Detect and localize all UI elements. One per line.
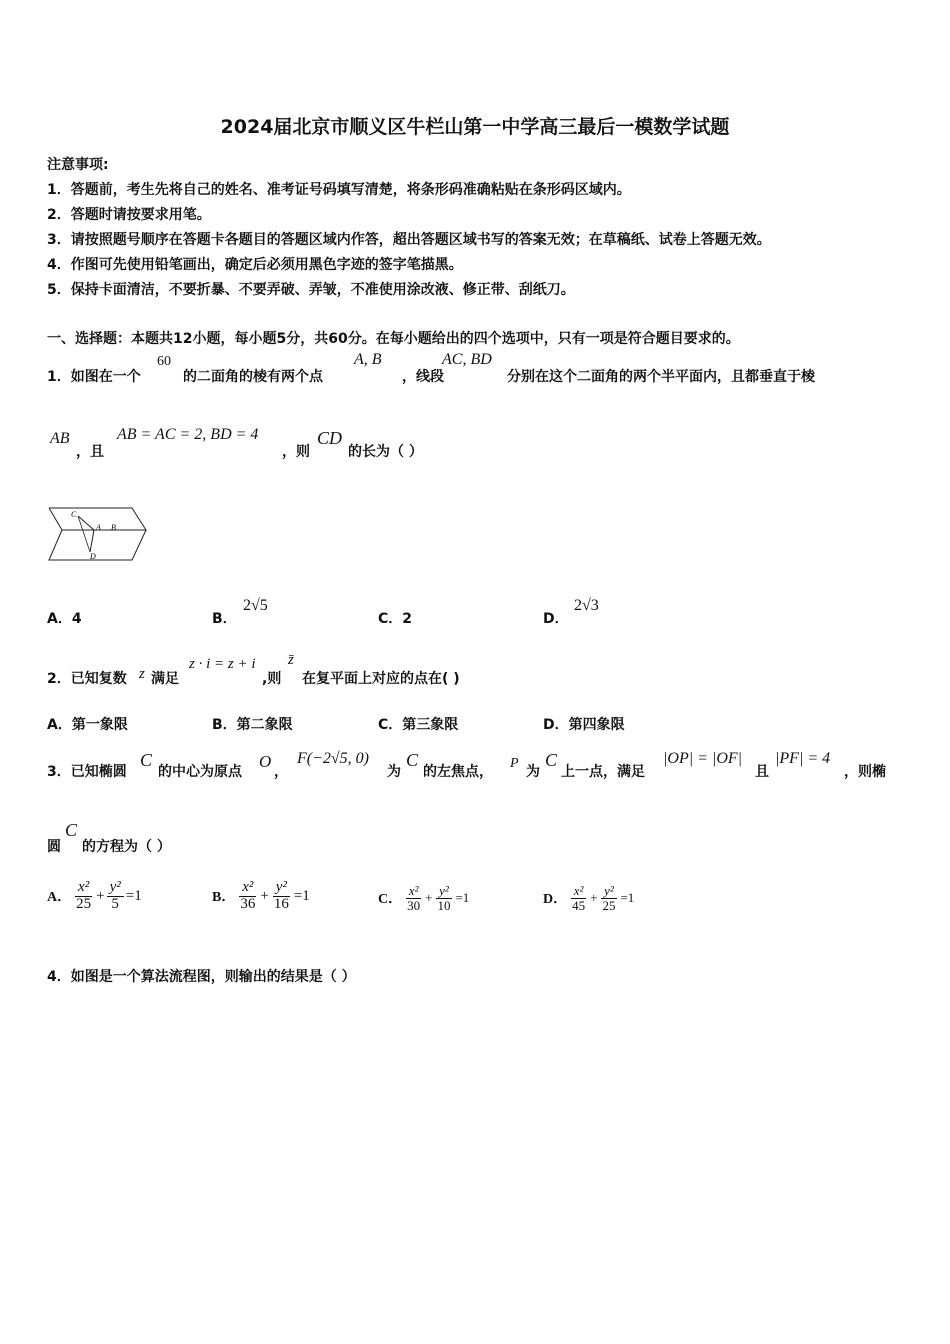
q3-option-d-b2: 25 [602, 897, 616, 913]
q3-text-1: 3．已知椭圆 [47, 764, 127, 780]
x-squared: x² [239, 880, 256, 897]
q2-text-3: ,则 [262, 671, 282, 687]
q3-option-b-a2: 36 [240, 895, 256, 912]
q1-math-acbd: AC, BD [442, 351, 492, 368]
q1-option-b[interactable] [212, 608, 237, 628]
q1-option-b-value: 2√5 [243, 597, 268, 614]
q2-option-d[interactable]: D．第四象限 [543, 717, 625, 733]
q3-option-d[interactable] [543, 884, 634, 912]
y-squared: y² [436, 884, 452, 899]
q3-option-a[interactable] [47, 880, 142, 913]
q2-option-b[interactable]: B．第二象限 [212, 717, 293, 733]
equals-one: =1 [455, 890, 470, 906]
q1-math-lengths: AB = AC = 2, BD = 4 [117, 426, 259, 443]
q3-text-10: 圆 [47, 839, 61, 855]
notice-item-3: 3．请按照题号顺序在答题卡各题目的答题区域内作答，超出答题区域书写的答案无效；在草稿纸、试卷上答题无效。 [47, 232, 771, 248]
q3-option-b-label: B． [212, 890, 236, 906]
q3-option-b-frac-x [237, 880, 258, 913]
plus-sign: + [590, 890, 598, 906]
q4-text: 4．如图是一个算法流程图，则输出的结果是（ ） [47, 969, 356, 985]
q2-math-equation: z · i = z + i [189, 656, 256, 672]
q1-option-d-label: D． [543, 611, 569, 627]
plus-sign: + [96, 887, 105, 904]
page-title: 2024届北京市顺义区牛栏山第一中学高三最后一模数学试题 [220, 116, 730, 138]
q2-option-c[interactable]: C．第三象限 [378, 717, 459, 733]
q3-option-d-frac-y [599, 884, 618, 912]
q3-math-p: P [510, 756, 519, 771]
q3-text-8: 且 [755, 764, 769, 780]
q3-option-a-label: A． [47, 890, 72, 906]
q1-text-1: 1．如图在一个 [47, 369, 141, 385]
q3-option-b-b2: 16 [273, 895, 289, 912]
q1-text-2: 的二面角的棱有两个点 [183, 369, 323, 385]
q2-option-a[interactable]: A．第一象限 [47, 717, 128, 733]
x-squared: x² [406, 884, 422, 899]
q3-math-c4: C [65, 820, 78, 840]
q3-math-f: F(−2√5, 0) [297, 750, 370, 767]
q3-text-3: ， [274, 764, 288, 780]
notice-item-1: 1．答题前，考生先将自己的姓名、准考证号码填写清楚，将条形码准确粘贴在条形码区域内。 [47, 182, 631, 198]
q1-option-c-value: 2 [402, 611, 413, 627]
q3-option-d-a2: 45 [572, 897, 586, 913]
q3-option-c-b2: 10 [437, 897, 451, 913]
equals-one: =1 [125, 887, 142, 904]
plus-sign: + [425, 890, 433, 906]
q3-text-6: 为 [526, 764, 540, 780]
q1-option-d-value: 2√3 [574, 597, 599, 614]
q1-math-cd: CD [317, 428, 343, 448]
q1-option-a-value: 4 [71, 611, 82, 627]
q1-option-a[interactable] [47, 608, 82, 628]
q3-option-d-label: D． [543, 892, 568, 908]
q1-option-b-label: B． [212, 611, 237, 627]
q3-text-7: 上一点，满足 [561, 764, 645, 780]
q3-text-9: ，则椭 [844, 764, 886, 780]
q1-option-d[interactable] [543, 608, 569, 628]
x-squared: x² [75, 880, 92, 897]
q3-option-b-frac-y [271, 880, 292, 913]
q1-option-c-label: C． [378, 611, 403, 627]
q3-text-2: 的中心为原点 [158, 764, 242, 780]
q2-math-z: z [139, 666, 145, 682]
y-squared: y² [601, 884, 617, 899]
q3-text-5: 的左焦点， [423, 764, 493, 780]
q1-text-6: ，则 [282, 444, 310, 460]
equals-one: =1 [620, 890, 635, 906]
notice-item-4: 4．作图可先使用铅笔画出，确定后必须用黑色字迹的签字笔描黑。 [47, 257, 463, 273]
q1-text-7: 的长为（ ） [348, 444, 423, 460]
notice-item-5: 5．保持卡面清洁，不要折暴、不要弄破、弄皱，不准使用涂改液、修正带、刮纸刀。 [47, 282, 575, 298]
q3-text-4: 为 [387, 764, 401, 780]
q1-math-ab: A, B [354, 351, 382, 368]
q2-text-2: 满足 [151, 671, 179, 687]
y-squared: y² [273, 880, 290, 897]
q3-math-o: O [259, 752, 272, 771]
q3-option-c-frac-x [404, 884, 423, 912]
q1-option-a-label: A． [47, 611, 72, 627]
q3-option-c-a2: 30 [407, 897, 421, 913]
q3-option-b[interactable] [212, 880, 310, 913]
q3-option-a-frac-x [73, 880, 94, 913]
q3-option-d-frac-x [569, 884, 588, 912]
q1-text-3: ，线段 [402, 369, 444, 385]
fig-label-b: B [111, 523, 116, 532]
q2-math-zbar: z̄ [288, 652, 294, 668]
dihedral-angle-figure [46, 500, 150, 568]
q1-math-ab2: AB [50, 430, 70, 447]
q3-option-a-b2: 5 [111, 895, 119, 912]
q1-text-5: ，且 [76, 444, 104, 460]
q3-option-c-label: C． [378, 892, 403, 908]
q3-math-c: C [140, 750, 153, 770]
fig-label-a: A [96, 523, 101, 532]
q3-math-c2: C [406, 750, 419, 770]
q1-math-60: 60 [157, 354, 171, 369]
q3-math-pf: |PF| = 4 [775, 750, 831, 767]
q2-text-1: 2．已知复数 [47, 671, 127, 687]
equals-one: =1 [293, 887, 310, 904]
q2-text-4: 在复平面上对应的点在( ) [302, 671, 460, 687]
y-squared: y² [107, 880, 124, 897]
section-heading: 一、选择题：本题共12小题，每小题5分，共60分。在每小题给出的四个选项中，只有一项是符合题目要求的。 [47, 331, 740, 347]
q3-text-11: 的方程为（ ） [82, 839, 171, 855]
q1-option-c[interactable] [378, 608, 412, 628]
q3-math-op-of: |OP| = |OF| [663, 750, 743, 767]
fig-label-c: C [71, 510, 77, 519]
q1-text-4: 分别在这个二面角的两个半平面内，且都垂直于棱 [507, 369, 815, 385]
q3-option-a-a2: 25 [76, 895, 92, 912]
fig-label-d: D [90, 552, 96, 561]
q3-option-c-frac-y [434, 884, 453, 912]
plus-sign: + [260, 887, 269, 904]
x-squared: x² [571, 884, 587, 899]
notice-item-2: 2．答题时请按要求用笔。 [47, 207, 211, 223]
q3-math-c3: C [545, 750, 558, 770]
q3-option-c[interactable] [378, 884, 469, 912]
notice-heading: 注意事项: [47, 157, 109, 173]
q3-option-a-frac-y [107, 880, 124, 913]
